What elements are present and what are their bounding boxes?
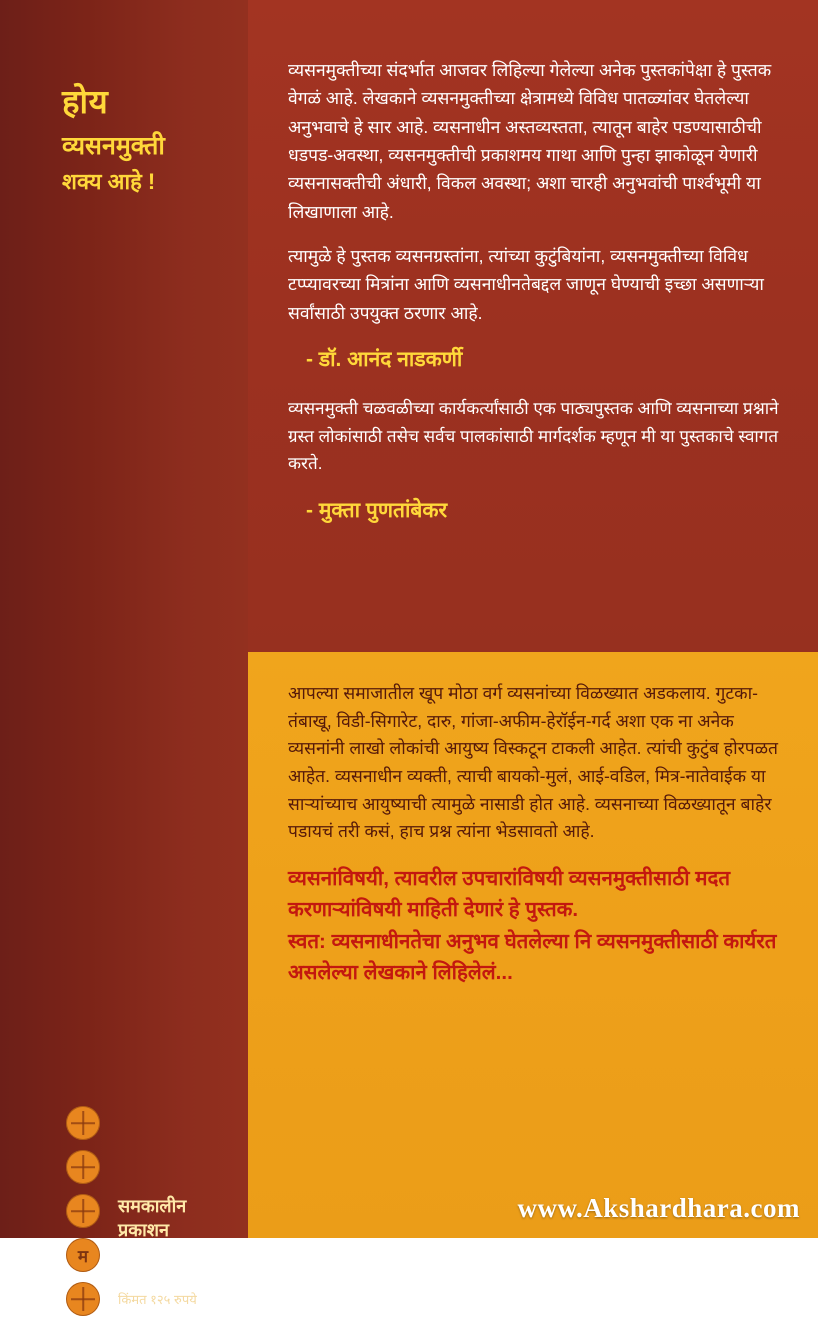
endorsement-attribution-2: - मुक्ता पुणतांबेकर	[306, 498, 448, 522]
spine-panel	[0, 0, 248, 1307]
price-label: किंमत १२५ रुपये	[118, 1292, 197, 1307]
watermark-text: www.Akshardhara.com	[517, 1193, 800, 1223]
blurb-paragraph-1: आपल्या समाजातील खूप मोठा वर्ग व्यसनांच्या विळख्यात अडकलाय. गुटका-तंबाखू, विडी-सिगारेट, दारु, गांजा-अफीम-हेरॉईन-गर्द अशा एक ना अनेक व्यसनांनी लाखो लोकांची आयुष्य विस्कटून टाकली आहेत. त्यांची कुटुंब होरपळत आहेत. व्यसनाधीन व्यक्ती, त्याची बायको-मुलं, आई-वडिल, मित्र-नातेवाईक या साऱ्यांच्याच आयुष्याची त्यामुळे नासाडी होत आहे. व्यसनाच्या विळख्यातून बाहेर पडायचं तरी कसं, हाच प्रश्न त्यांना भेडसावतो आहे.	[288, 683, 778, 842]
blurb-highlight-1: व्यसनांविषयी, त्यावरील उपचारांविषयी व्यसनमुक्तीसाठी मदत करणाऱ्यांविषयी माहिती देणारं हे पुस्तक.	[288, 866, 731, 921]
publisher-name	[118, 1194, 186, 1243]
publisher-name-line2: प्रकाशन	[118, 1220, 169, 1241]
publisher-mark-glyph: म	[77, 1246, 89, 1266]
endorsement-panel	[248, 0, 818, 652]
endorsement-paragraph-1: व्यसनमुक्तीच्या संदर्भात आजवर लिहिल्या गेलेल्या अनेक पुस्तकांपेक्षा हे पुस्तक वेगळं आहे. लेखकाने व्यसनमुक्तीच्या क्षेत्रामध्ये विविध पातळ्यांवर घेतलेल्या अनुभवाचे हे सार आहे. व्यसनाधीन अस्तव्यस्तता, त्यातून बाहेर पडण्यासाठीची धडपड-अवस्था, व्यसनमुक्तीची प्रकाशमय गाथा आणि पुन्हा झाकोळून येणारी व्यसनासक्तीची अंधारी, विकल अवस्था; अशा चारही अनुभवांची पार्श्वभूमी या लिखाणाला आहे.	[288, 60, 772, 222]
wheel-icon	[66, 1282, 100, 1316]
spine-title	[62, 78, 252, 198]
spine-title-line2: व्यसनमुक्ती	[62, 131, 165, 160]
publisher-mark-icon	[66, 1238, 100, 1272]
spine-title-line1: होय	[62, 83, 109, 120]
publisher-name-line1: समकालीन	[118, 1196, 187, 1216]
endorsement-paragraph-3: व्यसनमुक्ती चळवळीच्या कार्यकर्त्यांसाठी एक पाठ्यपुस्तक आणि व्यसनाच्या प्रश्नाने ग्रस्त लोकांसाठी तसेच सर्वच पालकांसाठी मार्गदर्शक म्हणून मी या पुस्तकाचे स्वागत करते.	[288, 399, 779, 474]
spine-title-line3: शक्य आहे !	[62, 169, 156, 195]
blurb-panel	[248, 652, 818, 1238]
wheel-icon	[66, 1150, 100, 1184]
blurb-highlight-2: स्वत: व्यसनाधीनतेचा अनुभव घेतलेल्या नि व्यसनमुक्तीसाठी कार्यरत असलेल्या लेखकाने लिहिलेलं...	[288, 930, 777, 985]
endorsement-attribution-1: - डॉ. आनंद नाडकर्णी	[306, 348, 463, 372]
logo-icon-column	[66, 1106, 106, 1326]
wheel-icon	[66, 1194, 100, 1228]
endorsement-paragraph-2: त्यामुळे हे पुस्तक व्यसनग्रस्तांना, त्यांच्या कुटुंबियांना, व्यसनमुक्तीच्या विविध टप्प्यावरच्या मित्रांना आणि व्यसनाधीनतेबद्दल जाणून घेण्याची इच्छा असणाऱ्या सर्वांसाठी उपयुक्त ठरणार आहे.	[288, 246, 764, 323]
wheel-icon	[66, 1106, 100, 1140]
